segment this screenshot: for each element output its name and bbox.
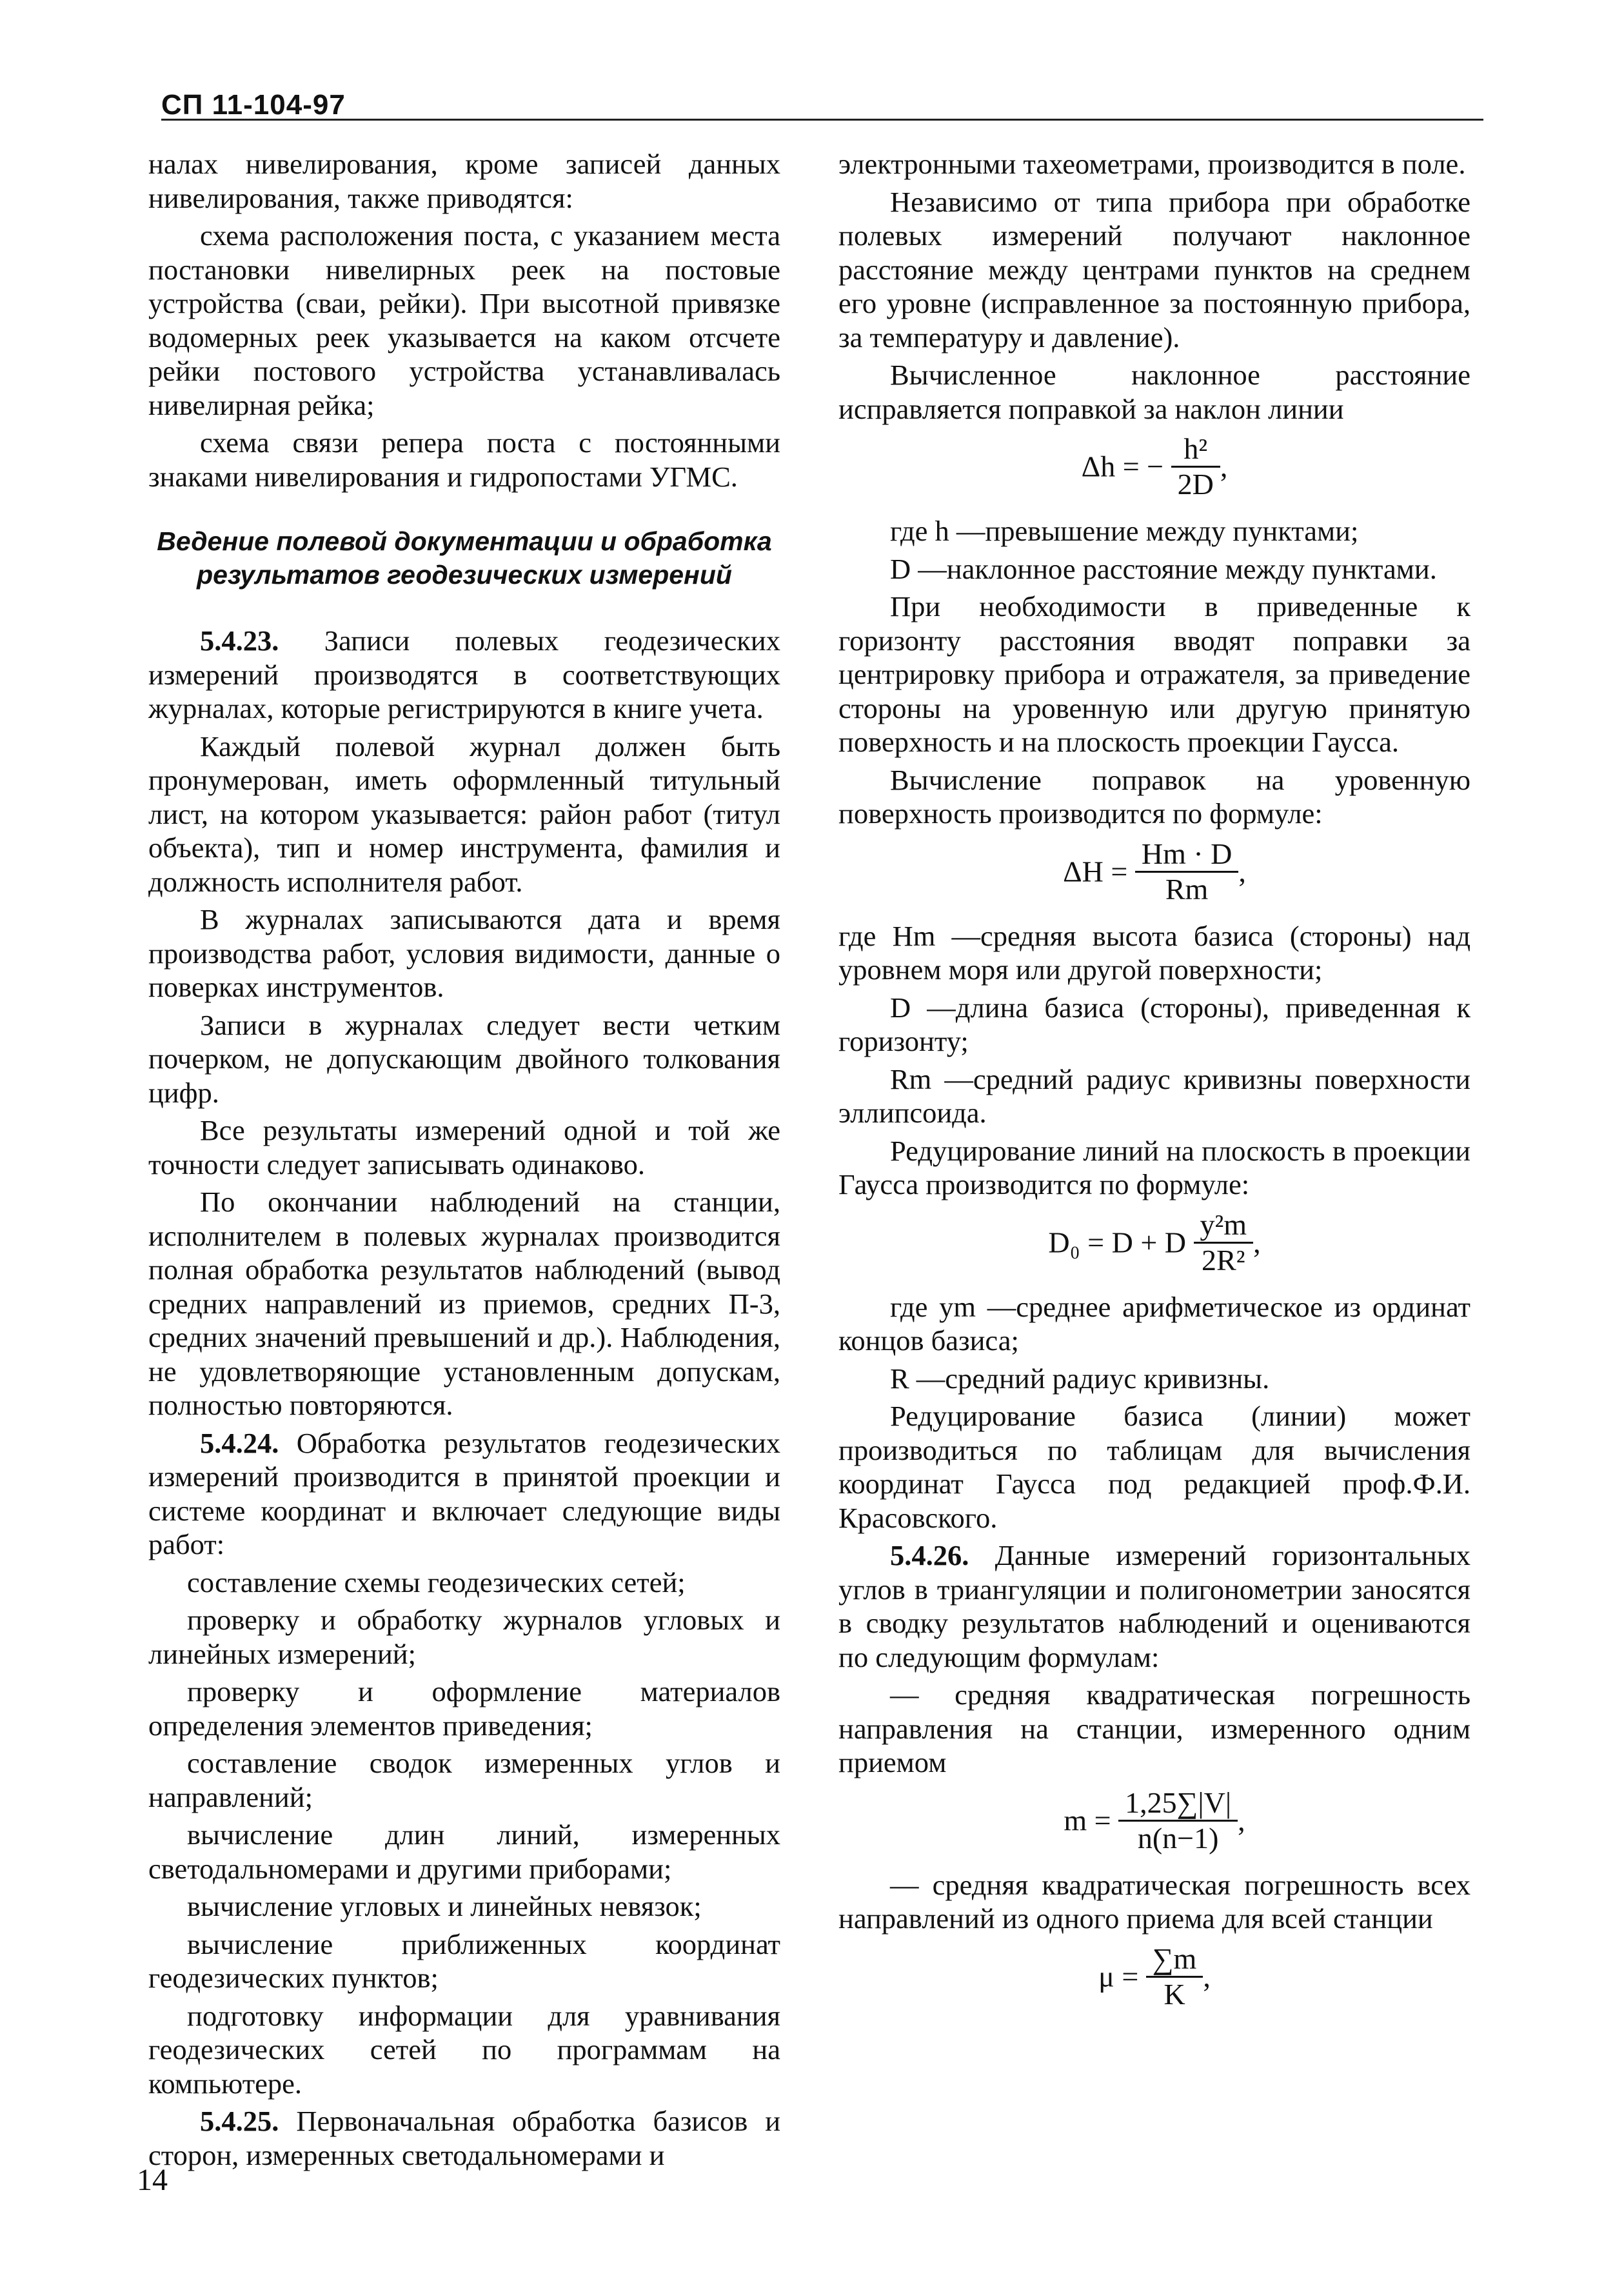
formula-tail: , xyxy=(1203,1960,1211,1993)
clause-number: 5.4.23. xyxy=(200,624,279,657)
numerator: h² xyxy=(1171,432,1220,468)
document-code: СП 11-104-97 xyxy=(161,89,346,121)
fraction xyxy=(1171,432,1220,501)
paragraph: налах нивелирования, кроме записей данных нивелирования, также приводятся: xyxy=(148,148,780,214)
clause-5-4-24 xyxy=(148,1426,780,1562)
formula-lhs: D₀ = D + D xyxy=(1048,1226,1186,1259)
formula-lhs: ΔH = xyxy=(1063,855,1128,888)
paragraph: Вычисление поправок на уровенную поверхность производится по формуле: xyxy=(838,763,1471,830)
paragraph: электронными тахеометрами, производится в поле. xyxy=(838,148,1466,180)
paragraph: Независимо от типа прибора при обработке полевых измерений получают наклонное расстояние между центрами пунктов на среднем его уровне (исправленное за постоянную прибора, за температуру и давление). xyxy=(838,185,1471,353)
clause-5-4-25 xyxy=(148,2104,780,2172)
list-item: подготовку информации для уравнивания геодезических сетей по программам на компьютере. xyxy=(148,1999,780,2100)
paragraph: D —наклонное расстояние между пунктами. xyxy=(890,552,1437,585)
fraction xyxy=(1118,1786,1238,1855)
paragraph: — средняя квадратическая погрешность направления на станции, измеренного одним приемом xyxy=(838,1678,1471,1778)
fraction xyxy=(1135,837,1239,906)
formula-m xyxy=(838,1786,1471,1855)
formula-tail: , xyxy=(1238,855,1246,888)
numerator: y²m xyxy=(1194,1208,1254,1244)
formula-tail: , xyxy=(1253,1226,1261,1259)
paragraph: где h —превышение между пунктами; xyxy=(890,515,1359,547)
paragraph: В журналах записываются дата и время производства работ, условия видимости, данные о поверках инструментов. xyxy=(148,903,780,1003)
running-header xyxy=(161,89,1483,121)
paragraph: где Hm —средняя высота базиса (стороны) над уровнем моря или другой поверхности; xyxy=(838,919,1471,986)
formula-mu xyxy=(838,1942,1471,2011)
list-item: проверку и оформление материалов определения элементов приведения; xyxy=(148,1675,780,1742)
fraction xyxy=(1146,1942,1203,2011)
clause-number: 5.4.24. xyxy=(200,1426,279,1459)
denominator: K xyxy=(1164,1977,1185,2011)
right-column xyxy=(838,147,1471,2024)
paragraph: схема расположения поста, с указанием места постановки нивелирных реек на постовые устройства (сваи, рейки). При высотной привязке водомерных реек указывается на каком отсчете рейки постового устройства устанавливалась нивелирная рейка; xyxy=(148,219,780,421)
paragraph: R —средний радиус кривизны. xyxy=(890,1362,1270,1395)
list-item: проверку и обработку журналов угловых и линейных измерений; xyxy=(148,1604,780,1670)
fraction xyxy=(1194,1208,1254,1277)
page-number: 14 xyxy=(137,2163,168,2197)
clause-text: Первоначальная обработка базисов и сторон, измеренных светодальномерами и xyxy=(148,2105,781,2171)
paragraph: Редуцирование линий на плоскость в проекции Гаусса производится по формуле: xyxy=(838,1134,1471,1200)
paragraph: Каждый полевой журнал должен быть пронумерован, иметь оформленный титульный лист, на котором указывается: район работ (титул объекта), тип и номер инструмента, фамилия и должность исполнителя работ. xyxy=(148,730,780,898)
clause-text: Записи полевых геодезических измерений производятся в соответствующих журналах, которые регистрируются в книге учета. xyxy=(148,624,780,724)
paragraph: где ym —среднее арифметическое из ординат концов базиса; xyxy=(838,1290,1471,1357)
clause-number: 5.4.26. xyxy=(890,1539,969,1571)
paragraph: Записи в журналах следует вести четким почерком, не допускающим двойного толкования цифр. xyxy=(148,1008,780,1109)
paragraph: По окончании наблюдений на станции, исполнителем в полевых журналах производится полная обработка результатов наблюдений (вывод средних направлений из приемов, средних П-3, средних значений превышений и др.). Наблюдения, не удовлетворяющие установленным допускам, полностью повторяются. xyxy=(148,1186,780,1421)
denominator: n(n−1) xyxy=(1137,1821,1219,1855)
paragraph: Rm —средний радиус кривизны поверхности эллипсоида. xyxy=(838,1062,1471,1129)
denominator: 2D xyxy=(1177,468,1214,501)
clause-5-4-26 xyxy=(838,1538,1471,1674)
formula-tail: , xyxy=(1220,450,1228,483)
formula-lhs: Δh = − xyxy=(1081,450,1164,483)
numerator: ∑m xyxy=(1146,1942,1203,1978)
left-column xyxy=(148,147,780,2176)
formula-dh xyxy=(838,432,1471,501)
formula-tail: , xyxy=(1238,1804,1245,1836)
numerator: Hm · D xyxy=(1135,837,1239,873)
numerator: 1,25∑|V| xyxy=(1118,1786,1238,1822)
section-title: Ведение полевой документации и обработка результатов геодезических измерений xyxy=(157,526,772,590)
paragraph: Редуцирование базиса (линии) может производиться по таблицам для вычисления координат Гаусса под редакцией проф.Ф.И. Красовского. xyxy=(838,1400,1471,1534)
formula-lhs: m = xyxy=(1064,1804,1111,1836)
paragraph: D —длина базиса (стороны), приведенная к горизонту; xyxy=(838,991,1471,1057)
list-item: вычисление угловых и линейных невязок; xyxy=(187,1890,702,1922)
paragraph: Все результаты измерений одной и той же точности следует записывать одинаково. xyxy=(148,1114,780,1180)
paragraph: — средняя квадратическая погрешность всех направлений из одного приема для всей станции xyxy=(838,1868,1471,1935)
clause-text: Данные измерений горизонтальных углов в триангуляции и полигонометрии заносятся в сводку результатов наблюдений и оцениваются по следующим формулам: xyxy=(838,1539,1471,1673)
formula-d0 xyxy=(838,1208,1471,1277)
denominator: 2R² xyxy=(1202,1243,1245,1277)
clause-5-4-23 xyxy=(148,624,780,726)
list-item: вычисление длин линий, измеренных светодальномерами и другими приборами; xyxy=(148,1818,780,1885)
paragraph: При необходимости в приведенные к горизонту расстояния вводят поправки за центрировку прибора и отражателя, за приведение стороны на уровенную или другую принятую поверхность и на плоскость проекции Гаусса. xyxy=(838,590,1471,758)
list-item: составление схемы геодезических сетей; xyxy=(187,1566,686,1598)
clause-number: 5.4.25. xyxy=(200,2105,279,2137)
formula-lhs: μ = xyxy=(1098,1960,1139,1993)
paragraph: схема связи репера поста с постоянными знаками нивелирования и гидропостами УГМС. xyxy=(148,426,780,493)
list-item: составление сводок измеренных углов и направлений; xyxy=(148,1747,780,1813)
formula-dH xyxy=(838,837,1471,906)
paragraph: Вычисленное наклонное расстояние исправляется поправкой за наклон линии xyxy=(838,359,1471,425)
clause-text: Обработка результатов геодезических измерений производится в принятой проекции и системе координат и включает следующие виды работ: xyxy=(148,1426,781,1560)
list-item: вычисление приближенных координат геодезических пунктов; xyxy=(148,1927,780,1994)
denominator: Rm xyxy=(1165,872,1209,906)
